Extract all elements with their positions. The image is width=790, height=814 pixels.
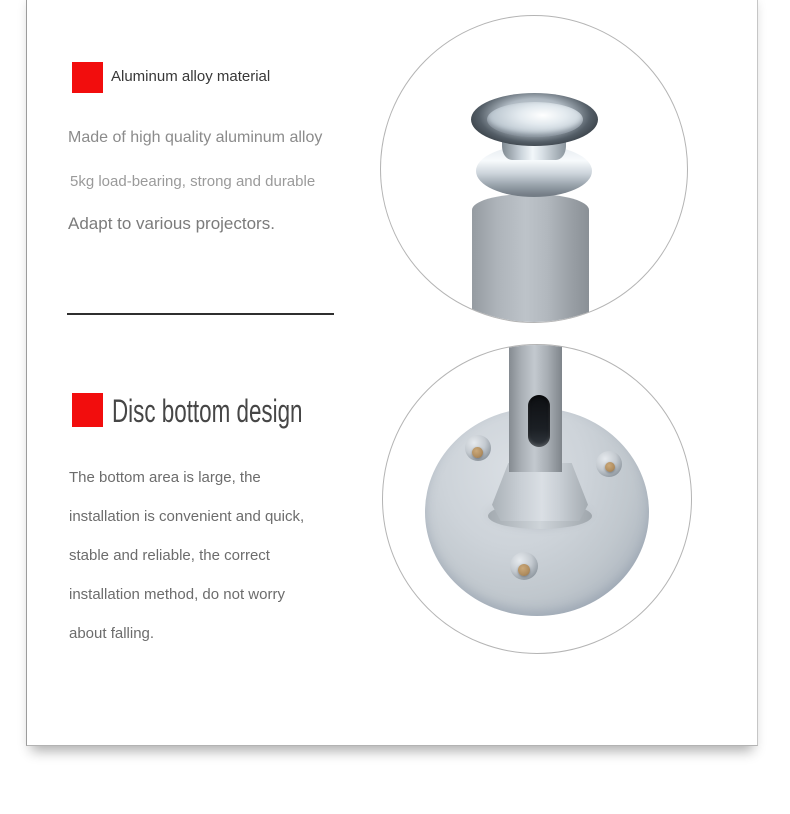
screw xyxy=(518,564,530,576)
disc-line-3: stable and reliable, the correct xyxy=(69,547,270,564)
material-line-1: Made of high quality aluminum alloy xyxy=(68,129,323,146)
screw xyxy=(605,462,615,472)
red-square-bullet-icon xyxy=(72,393,103,427)
section-title-disc-bottom: Disc bottom design xyxy=(112,393,303,429)
photo-circle-disc-base xyxy=(382,344,692,654)
red-square-bullet-icon xyxy=(72,62,103,93)
section-divider xyxy=(67,313,334,315)
material-line-2: 5kg load-bearing, strong and durable xyxy=(70,173,316,190)
section-title-material: Aluminum alloy material xyxy=(111,68,271,85)
chrome-connector-top-face xyxy=(487,102,583,137)
disc-line-2: installation is convenient and quick, xyxy=(69,508,305,525)
disc-line-5: about falling. xyxy=(69,625,155,642)
disc-bottom-paragraph xyxy=(69,458,389,653)
material-line-3: Adapt to various projectors. xyxy=(68,214,275,233)
aluminum-pole xyxy=(472,194,589,323)
photo-circle-pole-top xyxy=(380,15,688,323)
disc-line-1: The bottom area is large, the xyxy=(69,469,261,486)
mounting-slot xyxy=(528,395,550,447)
disc-line-4: installation method, do not worry xyxy=(69,586,285,603)
screw xyxy=(472,447,483,458)
